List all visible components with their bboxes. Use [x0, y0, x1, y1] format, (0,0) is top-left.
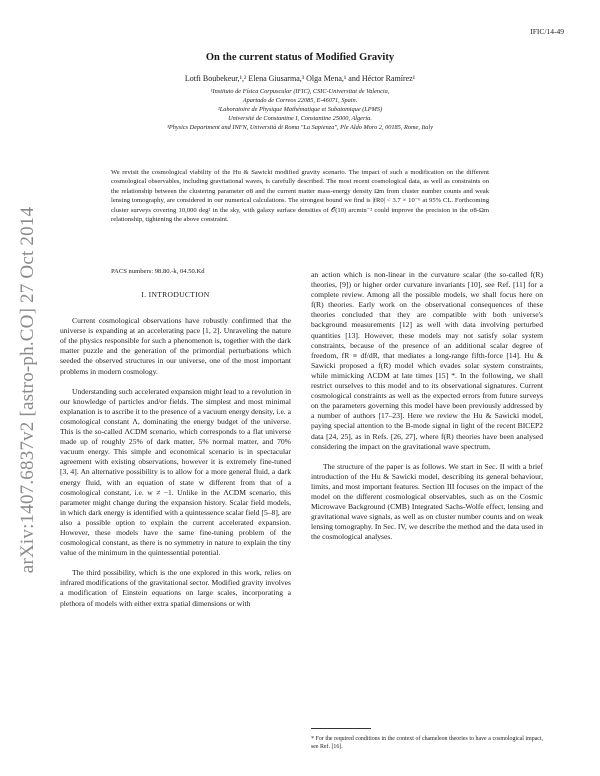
body-paragraph: The structure of the paper is as follows. We start in Sec. II with a brief introduction of the Hu & Sawicki model, describing its general behaviour, limits, and most important features. Section III focuses on the impact of the model on the different cosmological observables, such as on the Cosmic Microwave Background (CMB) Integrated Sachs-Wolfe effect, lensing and gravitational wave signals, as well as on cluster number counts and on weak lensing tomography. In Sec. IV, we describe the method and the data used in the cosmological analyses.	[311, 461, 543, 542]
body-paragraph: Understanding such accelerated expansion might lead to a revolution in our knowledge of particles and/or fields. The simplest and most minimal explanation is to ascribe it to the presence of a vacuum energy density, i.e. a cosmological constant Λ, dominating the energy budget of the universe. This is the so-called ΛCDM scenario, which corresponds to a flat universe made up of roughly 25% of dark matter, 5% normal matter, and 70% vacuum energy. This simple and economical scenario is in spectacular agreement with existing observations, however it is extremely fine-tuned [3, 4]. An alternative possibility is to allow for a more general fluid, a dark energy fluid, with an equation of state w different from that of a cosmological constant, i.e. w ≠ −1. Unlike in the ΛCDM scenario, this parameter might change during the expansion history. Scalar field models, in which dark energy is identified with a quintessence scalar field [5–8], are also a possible option to explain the current accelerated expansion. However, these models have the same fine-tuning problem of the cosmological constant, as there is no symmetry in nature to explain the tiny value of the minimum in the quintessential potential.	[60, 386, 291, 558]
body-paragraph: Current cosmological observations have robustly confirmed that the universe is expanding at an accelerating pace [1, 2]. Unraveling the nature of the physics responsible for such a phenomenon is, together with the dark matter puzzle and the generation of the primordial perturbations which seeded the observed structures in our universe, one of the most important problems in modern cosmology.	[60, 316, 291, 376]
affiliations	[60, 87, 540, 132]
affiliation-line: ¹Instituto de Física Corpuscular (IFIC), CSIC-Universitat de Valencia,	[210, 88, 390, 95]
affiliation-line: ³Physics Department and INFN, Università di Roma "La Sapienza", Ple Aldo Moro 2, 00185, Rome, Italy	[166, 124, 434, 132]
paper-title: On the current status of Modified Gravity	[205, 52, 395, 63]
footnote-divider	[311, 728, 371, 729]
footnote: * For the required conditions in the context of chameleon theories to have a cosmological impact, see Ref. [16].	[311, 736, 543, 751]
affiliation-line: Université de Constantine I, Constantine 25000, Algeria.	[228, 115, 372, 123]
arxiv-stamp	[10, 180, 46, 600]
abstract: We revisit the cosmological viability of the Hu & Sawicki modified gravity scenario. The impact of such a modification on the different cosmological observables, including gravitational waves, is carefully described. The most recent cosmological data, as well as constraints on the relationship between the clustering parameter σ8 and the current matter mass-energy density Ωm from cluster number counts and weak lensing tomography, are considered in our numerical calculations. The strongest bound we find is |fR0| < 3.7 × 10⁻⁶ at 95% CL. Forthcoming cluster surveys covering 10,000 deg² in the sky, with galaxy surface densities of 𝒪(10) arcmin⁻² could improve the precision in the σ8-Ωm relationship, tightening the above constraint.	[111, 169, 489, 224]
affiliation-line: Apartado de Correos 22085, E-46071, Spain.	[242, 97, 358, 105]
section-heading: I. INTRODUCTION	[141, 290, 210, 299]
pacs-numbers: PACS numbers: 98.80.-k, 04.50.Kd	[111, 268, 205, 275]
report-number: IFIC/14-49	[530, 27, 564, 36]
author-list: Lotfi Boubekeur,¹,² Elena Giusarma,³ Olga Mena,¹ and Héctor Ramírez¹	[184, 74, 416, 83]
right-column	[311, 270, 543, 552]
body-paragraph: an action which is non-linear in the curvature scalar (the so-called f(R) theories, [9]) or higher order curvature invariants [10], see Ref. [11] for a complete review. Among all the possible models, we shall focus here on f(R) theories. Early work on the observational consequences of these theories concluded that they are compatible with both universe's background measurements [12] as well with data involving perturbed quantities [13]. However, these models may not satisfy solar system constraints, because of the presence of an additional scalar degree of freedom, fR ≡ df/dR, that mediates a long-range fifth-force [14]. Hu & Sawicki proposed a f(R) model which evades solar system constraints, while mimicking ΛCDM at late times [15] *. In the following, we shall restrict ourselves to this model and to its observational signatures. Current cosmological constraints as well as the expected errors from future surveys on the parameters governing this model have been previously addressed by a number of authors [17–23]. Here we review the Hu & Sawicki model, paying special attention to the B-mode signal in light of the recent BICEP2 data [24, 25], as in Refs. [26, 27], where f(R) theories have been analysed considering the impact on the gravitational wave spectrum.	[311, 270, 543, 451]
arxiv-stamp-text: arXiv:1407.6837v2 [astro-ph.CO] 27 Oct 2014	[17, 206, 39, 574]
body-paragraph: The third possibility, which is the one explored in this work, relies on infrared modifications of the gravitational sector. Modified gravity involves a modification of Einstein equations on large scales, incorporating a plethora of models with either extra spatial dimensions or with	[60, 568, 291, 608]
affiliation-line: ²Laboratoire de Physique Mathématique et Subatomique (LPMS)	[217, 106, 383, 114]
left-column	[60, 290, 291, 619]
